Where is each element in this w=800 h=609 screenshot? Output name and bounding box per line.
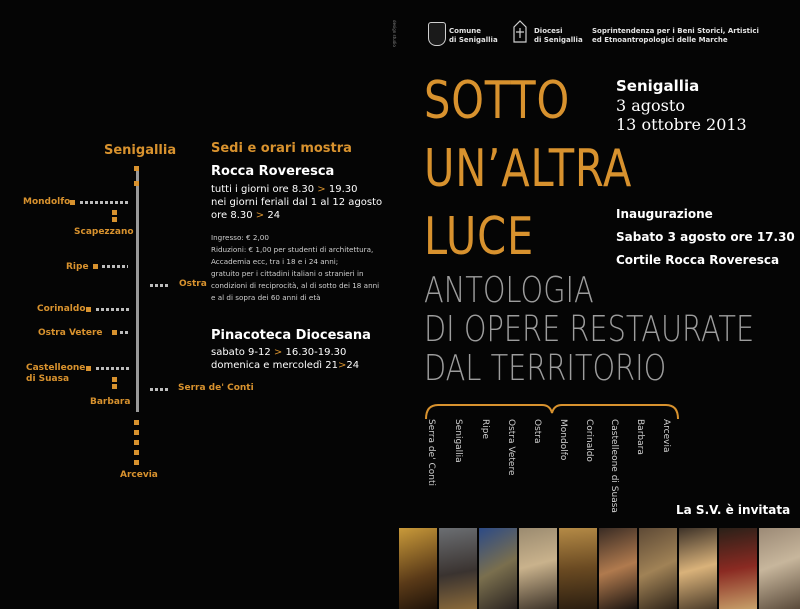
comune-crest-icon [428,22,446,46]
hours-text: tutti i giorni ore 8.30 [211,184,315,195]
map-marker [134,460,139,465]
logo-line: Diocesi [534,27,563,35]
connector-dots [102,265,128,268]
place-label: Ostra Vetere [506,419,516,476]
design-credit: design studio [392,20,397,47]
town-ripe: Ripe [66,262,89,272]
place-label: Mondolfo [558,419,568,461]
town-serra-de-conti: Serra de' Conti [178,383,254,393]
artwork-thumbnail [639,528,677,609]
map-marker [86,366,91,371]
diocesi-crest-icon [510,20,530,44]
subtitle-line-1: ANTOLOGIA [424,270,594,311]
comune-logo-text [449,27,498,45]
artwork-thumbnail [399,528,437,609]
hours-text: 24 [267,210,281,221]
map-marker [86,307,91,312]
map-marker [134,440,139,445]
artwork-thumbnail [479,528,517,609]
logo-line: Comune [449,27,481,35]
town-mondolfo: Mondolfo [23,197,71,207]
map-marker [134,420,139,425]
town-barbara: Barbara [90,397,131,407]
place-label: Arcevia [661,419,671,453]
invitation-text: La S.V. è invitata [676,503,791,517]
hours-text: sabato 9-12 [211,347,271,358]
bracket-icon [424,401,680,421]
subtitle-line-3: DAL TERRITORIO [424,348,667,389]
section-title: Sedi e orari mostra [211,141,352,156]
arrow-icon: > [273,347,283,358]
soprintendenza-logo-text [592,27,759,45]
map-marker [134,166,139,171]
pinacoteca-hours [211,346,391,372]
place-label: Senigallia [453,419,463,463]
hours-text: domenica e mercoledì 21 [211,360,338,371]
map-marker [134,430,139,435]
connector-dots [150,284,170,287]
arrow-icon: > [317,184,326,195]
map-marker [112,210,117,215]
hours-text: 19.30 [328,184,358,195]
artwork-thumbnail [519,528,557,609]
town-corinaldo: Corinaldo [37,304,86,314]
riduzioni-text: Riduzioni: € 1,00 per studenti di architettura, Accademia ecc, tra i 18 e i 24 anni; [211,245,374,266]
ingresso-text: Ingresso: € 2,00 [211,233,269,242]
artwork-thumbnail [439,528,477,609]
map-marker [112,330,117,335]
event-city: Senigallia [616,77,700,95]
place-label: Serra de' Conti [426,419,436,486]
venue-pinacoteca-title: Pinacoteca Diocesana [211,328,371,343]
logo-line: di Senigallia [534,36,583,44]
town-scapezzano: Scapezzano [74,227,134,237]
map-marker [134,450,139,455]
place-label: Ripe [480,419,490,440]
artwork-thumbnail [679,528,717,609]
place-label: Corinaldo [584,419,594,462]
town-ostra-vetere: Ostra Vetere [38,328,103,338]
connector-dots [80,201,130,204]
arrow-icon: > [255,210,265,221]
event-date-end: 13 ottobre 2013 [616,115,747,134]
map-marker [112,217,117,222]
ticket-info [211,232,381,304]
hours-text: 16.30-19.30 [285,347,347,358]
place-label: Ostra [532,419,542,444]
connector-dots [120,331,130,334]
map-marker [134,181,139,186]
inauguration-place: Cortile Rocca Roveresca [616,253,780,267]
map-marker [70,200,75,205]
title-line-1: SOTTO [424,71,570,131]
artwork-thumbnail [759,528,800,609]
logo-line: Soprintendenza per i Beni Storici, Artistici [592,27,759,35]
hours-text: ore 8.30 [211,210,253,221]
artwork-thumbnail [599,528,637,609]
logo-line: ed Etnoantropologici delle Marche [592,36,728,44]
subtitle-line-2: DI OPERE RESTAURATE [424,309,755,350]
diocesi-logo-text [534,27,583,45]
rocca-hours [211,183,391,222]
map-marker [112,377,117,382]
town-ostra: Ostra [179,279,207,289]
inauguration-label: Inaugurazione [616,207,713,221]
hours-text: 24 [346,360,360,371]
connector-dots [150,388,170,391]
artwork-thumbnail [559,528,597,609]
connector-dots [96,308,130,311]
map-marker [93,264,98,269]
inauguration-date: Sabato 3 agosto ore 17.30 [616,230,795,244]
map-title: Senigallia [104,143,177,158]
place-label: Castelleone di Suasa [609,419,619,513]
event-date-start: 3 agosto [616,96,685,115]
logo-line: di Senigallia [449,36,498,44]
hours-text: nei giorni feriali dal 1 al 12 agosto [211,197,383,208]
map-marker [112,384,117,389]
artwork-thumbnail [719,528,757,609]
title-line-3: LUCE [424,207,535,267]
gratuito-text: gratuito per i cittadini italiani o stranieri in condizioni di reciprocità, al di sotto dei 18 anni e al di sopra dei 60 anni di età [211,269,380,302]
place-label: Barbara [635,419,645,455]
route-line [136,170,139,412]
title-line-2: UN’ALTRA [424,139,633,199]
town-arcevia: Arcevia [120,470,158,480]
venue-rocca-title: Rocca Roveresca [211,164,335,179]
arrow-icon: > [337,360,347,371]
town-castelleone-di-suasa: Castelleone di Suasa [26,363,86,384]
connector-dots [96,367,130,370]
